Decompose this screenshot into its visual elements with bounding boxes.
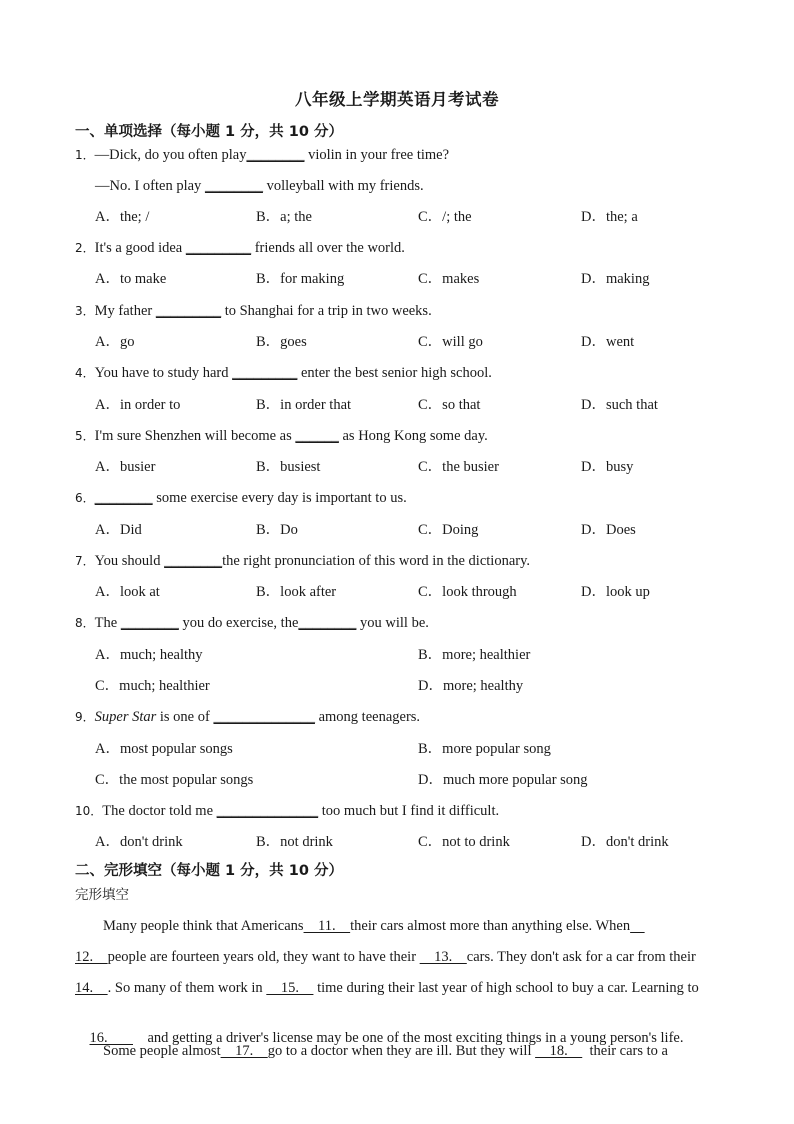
section-2-heading: 二、完形填空（每小题 1 分，共 10 分） — [75, 863, 343, 879]
option-b: B．look after — [256, 584, 337, 600]
passage-line-4: 16. and getting a driver's license may be one of the most exciting things in a young person's life. — [89, 1030, 684, 1046]
option-d: D．Does — [581, 522, 636, 538]
option-b: B．more popular song — [418, 741, 551, 757]
answer-blank: _________ — [232, 365, 298, 381]
option-d: D．more; healthy — [418, 678, 524, 694]
question-number: 1． — [75, 148, 95, 162]
question-7: 7．You should ________the right pronunciation of this word in the dictionary. — [75, 553, 531, 569]
cloze-blank-11: 11. — [303, 918, 351, 934]
option-a: A．most popular songs — [95, 741, 233, 757]
option-b: B．in order that — [256, 397, 352, 413]
passage-line-1: Many people think that Americans 11. their cars almost more than anything else. When — [103, 917, 645, 935]
answer-blank: ________ — [94, 490, 153, 506]
option-c: C．Doing — [418, 522, 479, 538]
cloze-blank-14: 14. — [75, 980, 108, 996]
answer-blank: _________ — [155, 303, 222, 319]
answer-blank: ________ — [298, 615, 357, 631]
option-d: D．look up — [581, 584, 650, 600]
option-b: B．goes — [256, 334, 307, 350]
question-3: 3．My father _________ to Shanghai for a trip in two weeks. — [75, 303, 432, 319]
answer-blank: ________ — [164, 553, 223, 569]
option-b: B．for making — [256, 271, 345, 287]
option-a: A．in order to — [95, 397, 181, 413]
question-1-line-2: —No. I often play ________ volleyball with my friends. — [95, 178, 424, 194]
option-d: D．busy — [581, 459, 634, 475]
question-number: 2． — [75, 241, 95, 255]
option-b: B．a; the — [256, 209, 312, 225]
option-d: D．don't drink — [581, 834, 669, 850]
question-number: 10． — [75, 804, 103, 818]
cloze-blank-15: 15. — [266, 980, 314, 996]
answer-blank: ________ — [204, 178, 263, 194]
option-d: D．the; a — [581, 209, 638, 225]
section-1-heading: 一、单项选择（每小题 1 分，共 10 分） — [75, 124, 343, 140]
question-number: 9． — [75, 710, 95, 724]
option-c: C．look through — [418, 584, 517, 600]
passage-line-5: Some people almost 17. go to a doctor when they are ill. But they will 18. their cars to a — [103, 1043, 668, 1059]
option-a: A．look at — [95, 584, 160, 600]
answer-blank: _________ — [185, 240, 252, 256]
option-a: A．don't drink — [95, 834, 183, 850]
cloze-blank-13: 13. — [419, 949, 467, 965]
cloze-blank-16: 16. — [89, 1030, 133, 1046]
answer-blank: ______ — [295, 428, 339, 444]
cloze-blank-18: 18. — [535, 1043, 583, 1059]
option-c: C．will go — [418, 334, 483, 350]
option-a: A．go — [95, 334, 135, 350]
option-b: B．more; healthier — [418, 647, 531, 663]
option-d: D．such that — [581, 397, 658, 413]
question-number: 5． — [75, 429, 95, 443]
question-4: 4．You have to study hard _________ enter the best senior high school. — [75, 365, 492, 381]
section-2-subheading: 完形填空 — [75, 887, 129, 903]
answer-blank: ________ — [120, 615, 179, 631]
option-d: D．much more popular song — [418, 772, 588, 788]
answer-blank: ______________ — [213, 709, 315, 725]
option-b: B．busiest — [256, 459, 321, 475]
option-c: C．not to drink — [418, 834, 510, 850]
option-c: C．so that — [418, 397, 481, 413]
question-number: 3． — [75, 304, 95, 318]
question-9: 9．Super Star is one of ______________ among teenagers. — [75, 709, 421, 725]
option-d: D．went — [581, 334, 635, 350]
question-8: 8．The ________ you do exercise, the________ you will be. — [75, 615, 429, 631]
option-a: A．much; healthy — [95, 647, 203, 663]
question-number: 8． — [75, 616, 95, 630]
question-6: 6．________ some exercise every day is important to us. — [75, 490, 407, 506]
passage-line-2: 12. people are fourteen years old, they want to have their 13. cars. They don't ask for a car from their — [75, 949, 696, 965]
question-5: 5．I'm sure Shenzhen will become as ______ as Hong Kong some day. — [75, 428, 488, 444]
answer-blank: ________ — [246, 147, 305, 163]
question-10: 10．The doctor told me ______________ too much but I find it difficult. — [75, 803, 500, 819]
option-c: C．makes — [418, 271, 480, 287]
option-c: C．/; the — [418, 209, 472, 225]
exam-title: 八年级上学期英语月考试卷 — [295, 90, 499, 109]
option-c: C．much; healthier — [95, 678, 210, 694]
option-d: D．making — [581, 271, 650, 287]
cloze-blank-12: 12. — [75, 949, 108, 965]
cloze-blank-17: 17. — [220, 1043, 268, 1059]
question-number: 7． — [75, 554, 95, 568]
answer-blank: ______________ — [216, 803, 319, 819]
option-b: B．not drink — [256, 834, 333, 850]
question-number: 6． — [75, 491, 95, 505]
question-1-line-1: 1．—Dick, do you often play________ violin in your free time? — [75, 147, 450, 163]
option-c: C．the most popular songs — [95, 772, 254, 788]
question-2: 2．It's a good idea _________ friends all over the world. — [75, 240, 405, 256]
option-b: B．Do — [256, 522, 298, 538]
option-a: A．to make — [95, 271, 167, 287]
option-a: A．the; / — [95, 209, 150, 225]
option-a: A．Did — [95, 522, 142, 538]
passage-line-3: 14. . So many of them work in 15. time during their last year of high school to buy a car. Learning to — [75, 980, 699, 996]
question-number: 4． — [75, 366, 95, 380]
cloze-blank-12-start — [630, 918, 645, 934]
option-c: C．the busier — [418, 459, 499, 475]
option-a: A．busier — [95, 459, 156, 475]
